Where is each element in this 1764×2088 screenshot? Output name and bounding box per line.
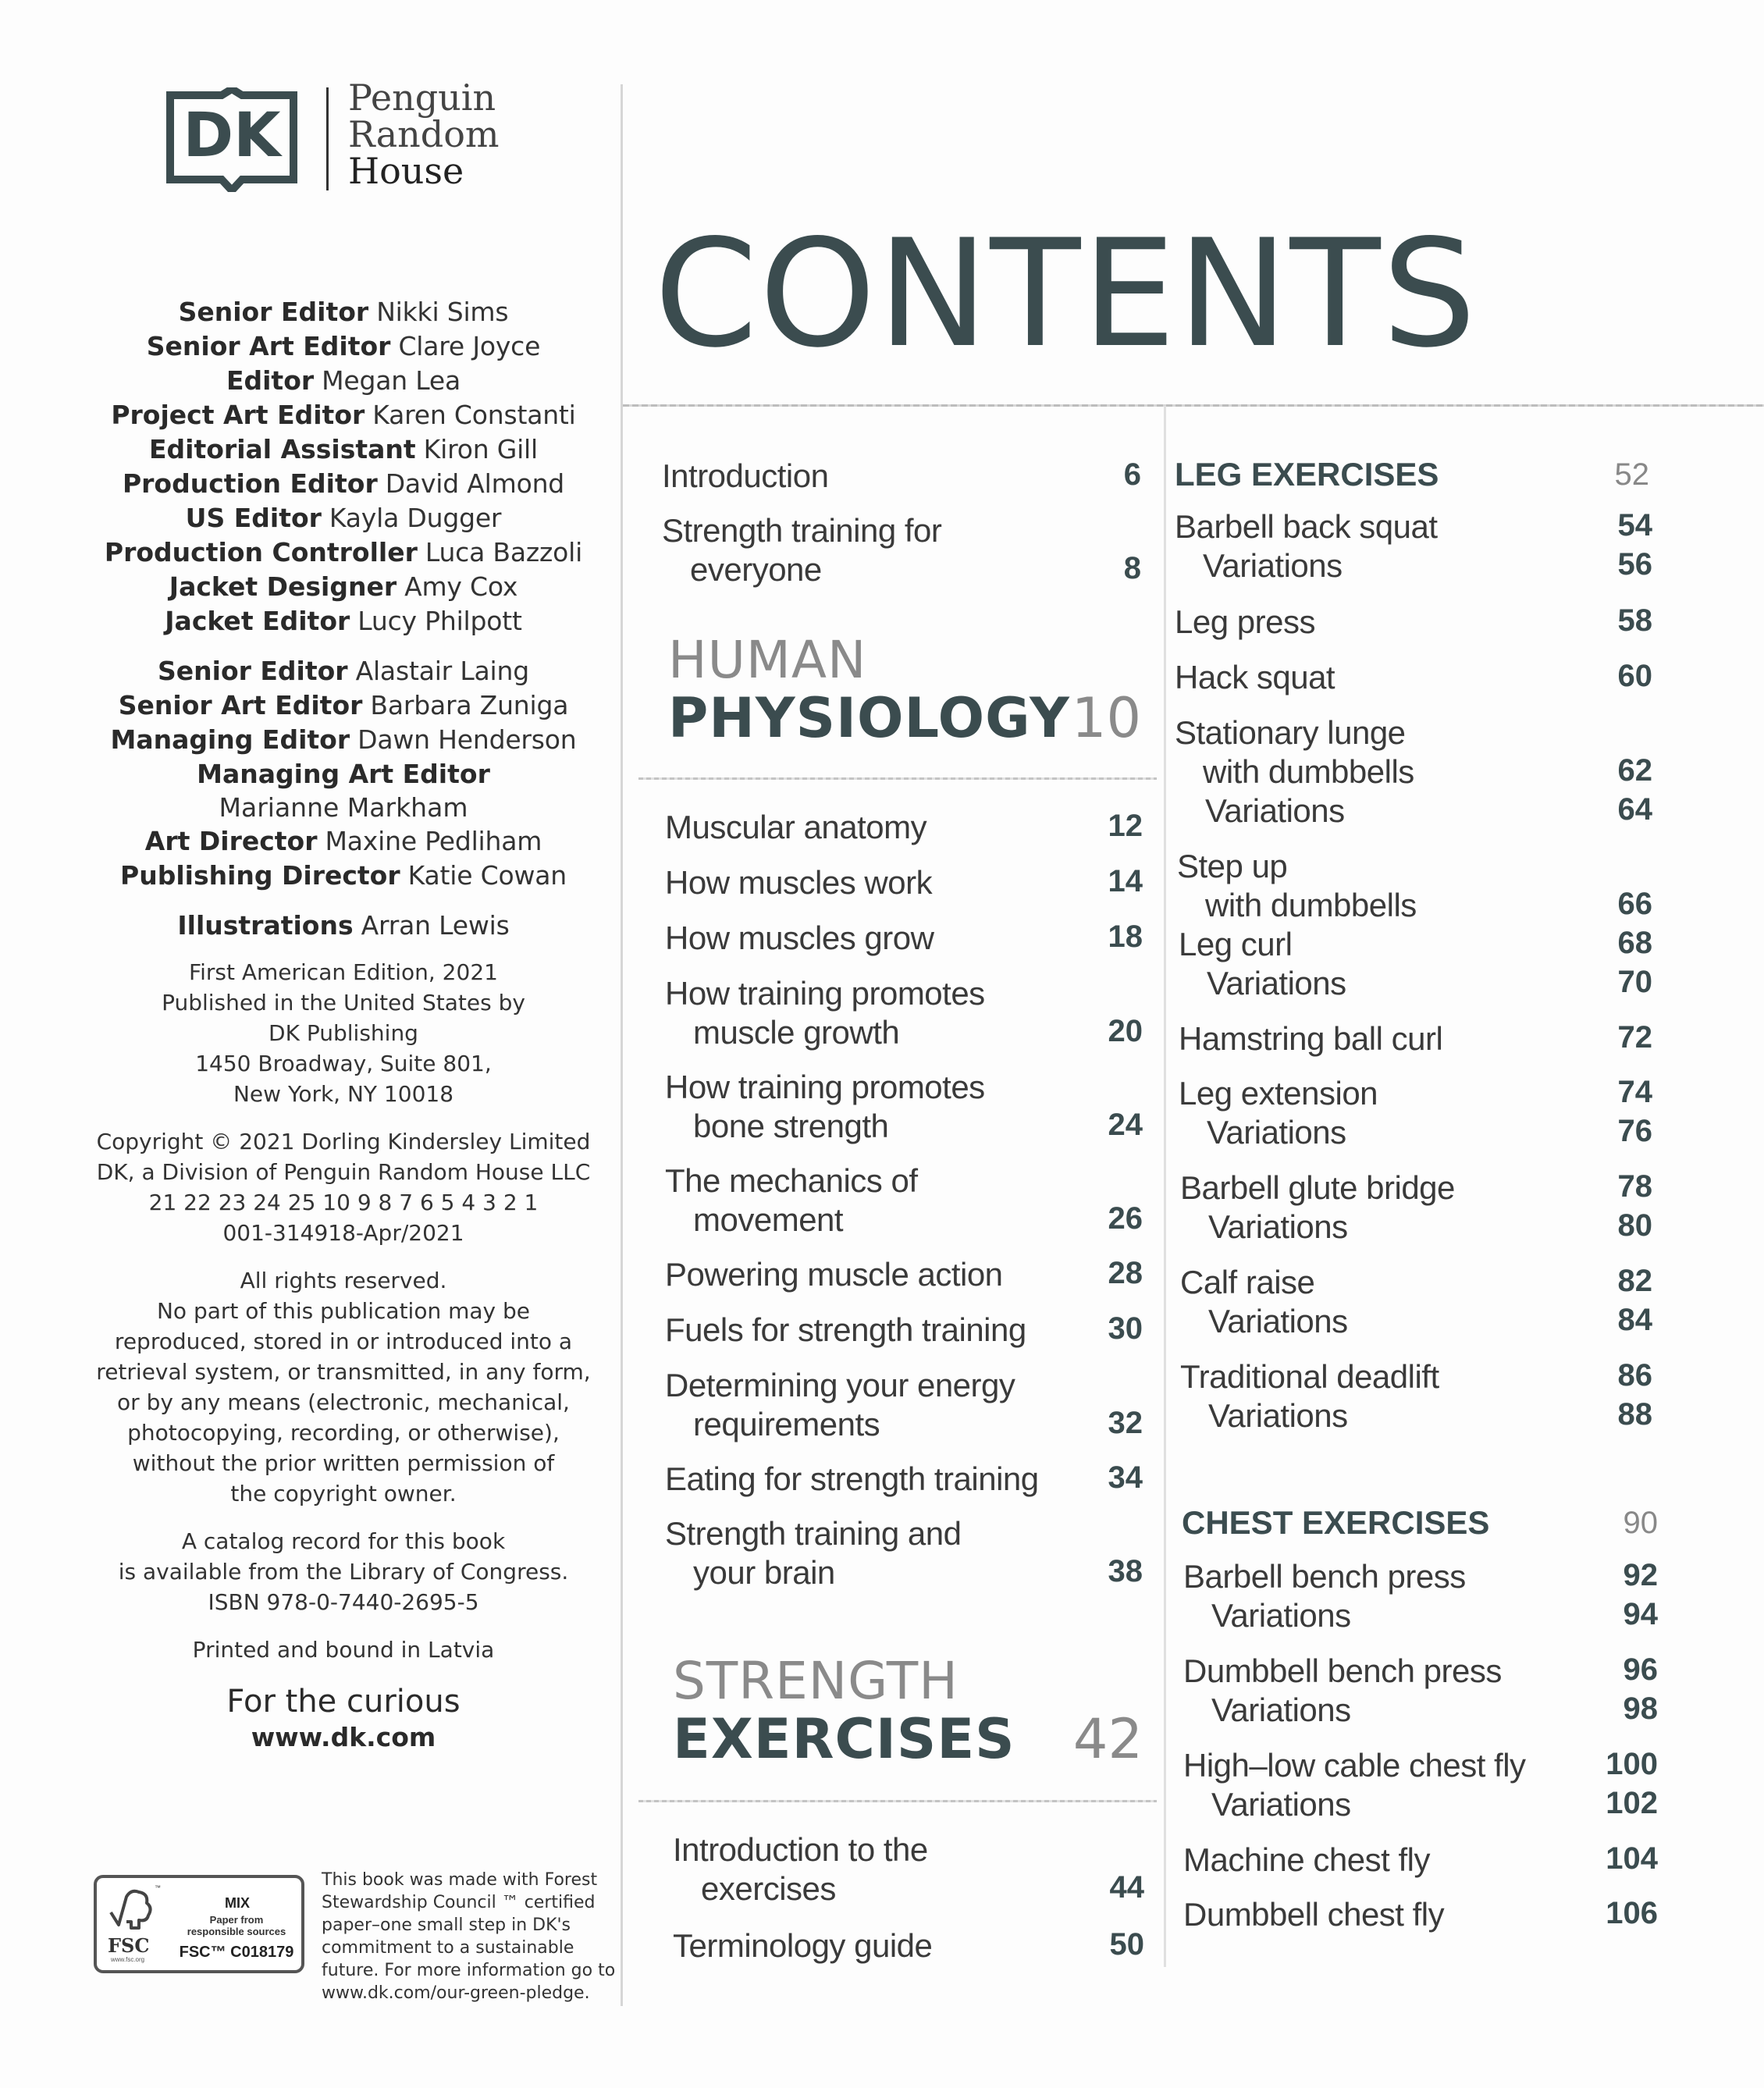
toc-entry-line: Dumbbell chest fly [1183, 1896, 1445, 1933]
toc-entry-title [1177, 847, 1652, 925]
text-line: photocopying, recording, or otherwise), [127, 1420, 560, 1446]
toc-entry[interactable] [1177, 791, 1652, 831]
text-line: Stewardship Council ™ certified [322, 1893, 596, 1912]
toc-entry-title [665, 919, 1143, 958]
toc-entry-line: Variations [1211, 1786, 1351, 1823]
toc-entry-line: with dumbbells [1203, 753, 1414, 790]
text-line: DK, a Division of Penguin Random House LLC [96, 1159, 591, 1185]
toc-entry-title [665, 974, 1143, 1052]
toc-entry[interactable] [1179, 1074, 1652, 1113]
toc-entry-title [673, 1830, 1144, 1908]
credit-name: Barbara Zuniga [370, 690, 569, 720]
imprint-column [78, 70, 609, 1754]
credit-role: Editorial Assistant [149, 434, 416, 464]
toc-page-number: 78 [1617, 1169, 1652, 1204]
text-line: A catalog record for this book [181, 1528, 506, 1554]
printed-in: Printed and bound in Latvia [192, 1637, 495, 1663]
toc-entry-line: Variations [1208, 1208, 1348, 1245]
credit-role: Senior Art Editor [146, 331, 391, 361]
toc-page-number: 106 [1606, 1896, 1658, 1930]
toc-page-number: 44 [1109, 1870, 1144, 1905]
toc-entry[interactable] [665, 1514, 1143, 1592]
toc-entry-line: Muscular anatomy [665, 809, 927, 845]
toc-entry-line: your brain [693, 1554, 835, 1591]
credits-group-2 [78, 654, 609, 893]
toc-entry-title [1183, 1895, 1658, 1934]
toc-entry-line: everyone [690, 551, 822, 588]
toc-entry-title [1175, 713, 1652, 791]
toc-entry-line: Leg press [1175, 603, 1315, 640]
credit-role: Managing Editor [110, 724, 350, 755]
text-line: without the prior written permission of [132, 1450, 555, 1476]
text-line: 21 22 23 24 25 10 9 8 7 6 5 4 3 2 1 [148, 1190, 539, 1215]
credit-line [78, 398, 609, 432]
page-title: CONTENTS [654, 208, 1478, 380]
text-line: All rights reserved. [240, 1268, 447, 1293]
credit-role: Senior Editor [178, 297, 369, 327]
toc-entry[interactable] [1177, 847, 1652, 925]
toc-entry[interactable] [1183, 1746, 1658, 1785]
text-line: This book was made with Forest [322, 1870, 598, 1890]
credit-name: Katie Cowan [407, 860, 567, 891]
toc-entry-line: Variations [1208, 1397, 1348, 1434]
credit-role: Art Director [144, 826, 318, 856]
publisher-logo [78, 70, 609, 203]
toc-entry[interactable] [1183, 1785, 1658, 1824]
toc-page-number: 86 [1617, 1358, 1652, 1393]
toc-page-number: 8 [1123, 551, 1141, 585]
toc-entry-title [1179, 925, 1652, 964]
toc-entry-title [1183, 1652, 1658, 1691]
toc-entry-line: How training promotes [665, 975, 985, 1012]
toc-page-number: 92 [1623, 1558, 1658, 1592]
dk-book-logo-icon [165, 87, 298, 192]
toc-entry[interactable] [1179, 964, 1652, 1003]
text-line: ISBN 978-0-7440-2695-5 [208, 1589, 479, 1615]
toc-page-number: 84 [1617, 1303, 1652, 1337]
toc-entry[interactable] [1175, 713, 1652, 791]
text-line: paper–one small step in DK's [322, 1915, 571, 1935]
toc-page-number: 104 [1606, 1841, 1658, 1876]
toc-entry-line: Strength training for [662, 512, 942, 549]
toc-entry-line: requirements [693, 1406, 880, 1442]
section-heading[interactable] [668, 632, 1141, 748]
toc-entry[interactable] [662, 511, 1141, 589]
toc-entry-line: Hamstring ball curl [1179, 1020, 1443, 1057]
toc-entry[interactable] [665, 808, 1143, 847]
credit-name: David Almond [385, 468, 565, 499]
toc-entry-title [665, 1161, 1143, 1240]
toc-entry-line: Variations [1205, 792, 1345, 829]
text-line: Copyright © 2021 Dorling Kindersley Limited [96, 1129, 591, 1154]
credit-name: Marianne Markham [219, 792, 468, 823]
toc-entry-line: Leg extension [1179, 1075, 1378, 1112]
credit-line [78, 604, 609, 638]
toc-page-number: 70 [1617, 965, 1652, 999]
toc-page-number: 6 [1123, 457, 1141, 492]
toc-entry-line: Fuels for strength training [665, 1311, 1026, 1348]
credit-line [78, 467, 609, 501]
credit-line [78, 654, 609, 688]
section-heading-bold: EXERCISES [673, 1707, 1015, 1771]
toc-entry-title [1180, 1396, 1652, 1435]
section-page-number: 10 [1071, 686, 1141, 750]
toc-entry-line: Calf raise [1180, 1264, 1315, 1300]
text-line: First American Edition, 2021 [189, 959, 498, 985]
credit-line [78, 329, 609, 364]
category-title: LEG EXERCISES [1175, 456, 1439, 493]
toc-entry[interactable] [1183, 1557, 1658, 1596]
toc-entry[interactable] [1180, 1263, 1652, 1302]
toc-entry-line: Introduction [662, 457, 829, 494]
toc-page-number: 80 [1617, 1208, 1652, 1243]
toc-page-number: 18 [1108, 920, 1143, 954]
toc-entry-title [1180, 1168, 1652, 1208]
toc-entry[interactable] [665, 1460, 1143, 1499]
toc-entry-line: Hack squat [1175, 659, 1335, 695]
green-pledge-text [322, 1869, 626, 2004]
toc-entry[interactable] [662, 457, 1141, 496]
toc-entry-title [673, 1926, 1144, 1965]
toc-page-number: 60 [1617, 659, 1652, 693]
credit-name: Amy Cox [404, 571, 518, 602]
toc-page-number: 30 [1108, 1311, 1143, 1346]
toc-page-number: 26 [1108, 1201, 1143, 1236]
toc-page-number: 56 [1617, 547, 1652, 582]
toc-entry-title [665, 1460, 1143, 1499]
toc-entry-title [1183, 1691, 1658, 1730]
credit-name: Alastair Laing [355, 656, 529, 686]
text-line: 001-314918-Apr/2021 [222, 1220, 464, 1246]
credit-line [78, 570, 609, 604]
toc-entry-title [1177, 791, 1652, 831]
text-line: or by any means (electronic, mechanical, [117, 1389, 570, 1415]
text-line: future. For more information go to [322, 1961, 616, 1980]
toc-page-number: 50 [1109, 1927, 1144, 1962]
text-line: New York, NY 10018 [233, 1081, 454, 1107]
toc-entry-line: Leg curl [1179, 926, 1293, 962]
text-line: www.dk.com/our-green-pledge. [322, 1983, 590, 2003]
toc-page-number: 38 [1108, 1554, 1143, 1588]
toc-entry[interactable] [1180, 1396, 1652, 1435]
credit-role: Project Art Editor [111, 400, 365, 430]
toc-entry-line: Eating for strength training [665, 1460, 1039, 1497]
toc-entry-line: Variations [1211, 1691, 1351, 1728]
toc-entry[interactable] [665, 1255, 1143, 1294]
credits-group-1 [78, 295, 609, 638]
toc-page-number: 54 [1617, 508, 1652, 542]
credits [78, 295, 609, 943]
toc-entry[interactable] [1175, 546, 1652, 585]
section-rule-physiology [638, 777, 1157, 780]
toc-entry-title [1183, 1596, 1658, 1635]
toc-entry-title [1175, 507, 1652, 546]
column-divider [621, 84, 623, 2006]
toc-entry-line: Variations [1211, 1597, 1351, 1634]
toc-entry[interactable] [1175, 603, 1652, 642]
toc-entry-title [1183, 1746, 1658, 1785]
toc-entry[interactable] [665, 974, 1143, 1052]
catalog-record [78, 1526, 609, 1617]
text-line: retrieval system, or transmitted, in any form, [96, 1359, 591, 1385]
toc-entry-line: High–low cable chest fly [1183, 1747, 1526, 1784]
toc-entry-line: How training promotes [665, 1069, 985, 1105]
website-link[interactable]: www.dk.com [251, 1722, 436, 1752]
text-line: is available from the Library of Congress. [118, 1559, 569, 1585]
toc-entry[interactable] [1175, 507, 1652, 546]
toc-column-divider [1164, 406, 1166, 1967]
credit-line [78, 364, 609, 398]
credit-line [78, 295, 609, 329]
toc-page-number: 68 [1617, 926, 1652, 960]
toc-entry-title [1183, 1785, 1658, 1824]
credit-name: Luca Bazzoli [425, 537, 583, 567]
toc-entry-line: Barbell glute bridge [1180, 1169, 1455, 1206]
text-line: commitment to a sustainable [322, 1938, 574, 1958]
section-heading[interactable] [673, 1653, 1143, 1769]
toc-page-number: 62 [1617, 753, 1652, 788]
credit-name: Clare Joyce [398, 331, 541, 361]
toc-entry-title [662, 457, 1141, 496]
toc-entry-line: exercises [701, 1870, 836, 1907]
toc-entry-line: The mechanics of [665, 1162, 918, 1199]
toc-entry-line: Variations [1207, 1114, 1346, 1151]
toc-entry[interactable] [1183, 1691, 1658, 1730]
toc-entry[interactable] [665, 1068, 1143, 1146]
toc-entry-title [662, 511, 1141, 589]
credit-line [78, 501, 609, 535]
category-title: CHEST EXERCISES [1182, 1504, 1490, 1541]
toc-entry-line: Variations [1207, 965, 1346, 1001]
toc-entry-line: Terminology guide [673, 1927, 933, 1964]
svg-text:DK: DK [183, 101, 281, 171]
toc-page-number: 28 [1108, 1256, 1143, 1290]
toc-entry-line: How muscles work [665, 864, 933, 901]
toc-page-number: 94 [1623, 1597, 1658, 1631]
toc-entry-line: muscle growth [693, 1014, 900, 1051]
toc-entry-title [665, 1311, 1143, 1350]
toc-page-number: 66 [1617, 887, 1652, 921]
toc-page-number: 32 [1108, 1406, 1143, 1440]
section-rule-exercises [638, 1800, 1157, 1802]
toc-entry-title [665, 1255, 1143, 1294]
credit-name: Kiron Gill [423, 434, 538, 464]
toc-entry[interactable] [1183, 1596, 1658, 1635]
toc-entry-title [1175, 546, 1652, 585]
toc-entry[interactable] [665, 1366, 1143, 1444]
credit-role: Jacket Designer [169, 571, 397, 602]
text-line: Published in the United States by [162, 990, 525, 1016]
tagline: For the curious [226, 1684, 461, 1720]
section-heading-light: HUMAN [668, 630, 867, 690]
credit-role: Editor [226, 365, 315, 396]
toc-entry[interactable] [1183, 1652, 1658, 1691]
credit-role: Senior Art Editor [118, 690, 363, 720]
toc-entry-line: How muscles grow [665, 920, 934, 956]
credit-line [78, 432, 609, 467]
toc-page-number: 14 [1108, 864, 1143, 898]
toc-page-number: 72 [1617, 1020, 1652, 1055]
toc-page-number: 24 [1108, 1108, 1143, 1142]
toc-entry-title [1179, 1074, 1652, 1113]
toc-page-number: 12 [1108, 809, 1143, 843]
toc-entry[interactable] [1183, 1841, 1658, 1880]
toc-entry-line: Barbell bench press [1183, 1558, 1466, 1595]
penguin-random-house-wordmark: Penguin Random House [348, 76, 500, 192]
toc-entry[interactable] [673, 1926, 1144, 1965]
toc-entry-title [1180, 1263, 1652, 1302]
toc-entry-title [665, 863, 1143, 902]
toc-entry-title [1179, 1019, 1652, 1058]
section-heading-bold: PHYSIOLOGY [668, 686, 1070, 750]
toc-entry[interactable] [1179, 1113, 1652, 1152]
toc-page-number: 96 [1623, 1652, 1658, 1687]
toc-page-number: 64 [1617, 792, 1652, 827]
credit-name: Maxine Pedliham [325, 826, 542, 856]
toc-page-number: 58 [1617, 603, 1652, 638]
section-heading-light: STRENGTH [673, 1651, 958, 1711]
toc-entry[interactable] [1180, 1208, 1652, 1247]
credit-line [78, 535, 609, 570]
toc-page-number: 20 [1108, 1014, 1143, 1048]
toc-entry-title [665, 1068, 1143, 1146]
toc-entry-title [1180, 1357, 1652, 1396]
toc-page-number: 98 [1623, 1691, 1658, 1726]
toc-entry[interactable] [1180, 1302, 1652, 1341]
edition-info [78, 957, 609, 1109]
toc-page-number: 34 [1108, 1460, 1143, 1495]
toc-entry-line: Strength training and [665, 1515, 962, 1552]
toc-entry-title [1183, 1841, 1658, 1880]
credit-role: Jacket Editor [165, 606, 350, 636]
toc-page-number: 88 [1617, 1397, 1652, 1432]
category-heading[interactable] [1182, 1503, 1658, 1542]
toc-entry-line: Step up [1177, 848, 1288, 884]
credit-line [78, 688, 609, 723]
toc-entry-title [1180, 1208, 1652, 1247]
fsc-badge: ™ FSC www.fsc.org MIX Paper from responsible sources FSC™ C018179 [94, 1875, 304, 1973]
credit-line [78, 791, 609, 824]
toc-entry[interactable] [673, 1830, 1144, 1908]
text-line: the copyright owner. [230, 1481, 457, 1506]
credit-role: US Editor [185, 503, 322, 533]
toc-entry[interactable] [1179, 1019, 1652, 1058]
credit-line [78, 757, 609, 791]
toc-entry[interactable] [1183, 1895, 1658, 1934]
toc-entry[interactable] [1175, 658, 1652, 697]
rights-notice [78, 1265, 609, 1509]
toc-entry-line: Dumbbell bench press [1183, 1652, 1502, 1689]
toc-entry-line: Variations [1203, 547, 1343, 584]
category-page-number: 90 [1623, 1506, 1658, 1540]
credit-name: Lucy Philpott [357, 606, 522, 636]
toc-entry[interactable] [665, 1311, 1143, 1350]
credit-role: Senior Editor [158, 656, 348, 686]
toc-entry-line: Machine chest fly [1183, 1841, 1430, 1878]
fsc-tree-check-icon [108, 1886, 155, 1936]
credit-line [78, 859, 609, 893]
toc-entry-title [1180, 1302, 1652, 1341]
toc-page-number: 76 [1617, 1114, 1652, 1148]
copyright-info [78, 1126, 609, 1248]
credit-role: Production Controller [104, 537, 418, 567]
toc-entry-line: Barbell back squat [1175, 508, 1438, 545]
credit-role: Publishing Director [120, 860, 400, 891]
toc-entry-line: with dumbbells [1205, 887, 1417, 923]
toc-entry-title [1175, 603, 1652, 642]
contents-rule [623, 404, 1764, 407]
toc-entry-line: Introduction to the [673, 1831, 928, 1868]
toc-entry-line: Stationary lunge [1175, 714, 1406, 751]
credit-name: Karen Constanti [372, 400, 576, 430]
toc-entry[interactable] [665, 1161, 1143, 1240]
credit-role: Production Editor [122, 468, 378, 499]
toc-entry-line: Variations [1208, 1303, 1348, 1339]
toc-page-number: 102 [1606, 1786, 1658, 1820]
toc-entry-title [1179, 964, 1652, 1003]
toc-entry-line: Powering muscle action [665, 1256, 1003, 1293]
credit-name: Dawn Henderson [357, 724, 577, 755]
category-page-number: 52 [1614, 457, 1649, 492]
category-heading[interactable] [1175, 455, 1649, 494]
toc-entry-title [1175, 658, 1652, 697]
credit-name: Kayla Dugger [329, 503, 502, 533]
toc-entry[interactable] [665, 919, 1143, 958]
text-line: DK Publishing [269, 1020, 418, 1046]
credit-line [78, 824, 609, 859]
credit-line [78, 723, 609, 757]
toc-page-number: 100 [1606, 1747, 1658, 1781]
toc-entry[interactable] [1179, 925, 1652, 964]
toc-page-number: 74 [1617, 1075, 1652, 1109]
toc-entry-line: Traditional deadlift [1180, 1358, 1439, 1395]
toc-entry-title [1183, 1557, 1658, 1596]
text-line: No part of this publication may be [156, 1298, 531, 1324]
toc-entry-line: Determining your energy [665, 1367, 1015, 1403]
toc-entry-title [1179, 1113, 1652, 1152]
toc-entry[interactable] [1180, 1168, 1652, 1208]
logo-divider [326, 87, 329, 190]
toc-entry-line: movement [693, 1201, 844, 1238]
toc-entry-title [665, 1514, 1143, 1592]
credit-name: Nikki Sims [376, 297, 509, 327]
credit-illustrations: Illustrations Arran Lewis [177, 910, 510, 941]
toc-entry[interactable] [1180, 1357, 1652, 1396]
toc-page-number: 82 [1617, 1264, 1652, 1298]
text-line: 1450 Broadway, Suite 801, [195, 1051, 492, 1076]
toc-entry-title [665, 1366, 1143, 1444]
credit-role: Managing Art Editor [197, 759, 490, 789]
toc-entry[interactable] [665, 863, 1143, 902]
credit-name: Megan Lea [322, 365, 461, 396]
toc-entry-title [665, 808, 1143, 847]
text-line: reproduced, stored in or introduced into a [114, 1329, 573, 1354]
toc-entry-line: bone strength [693, 1108, 889, 1144]
section-page-number: 42 [1072, 1707, 1143, 1771]
